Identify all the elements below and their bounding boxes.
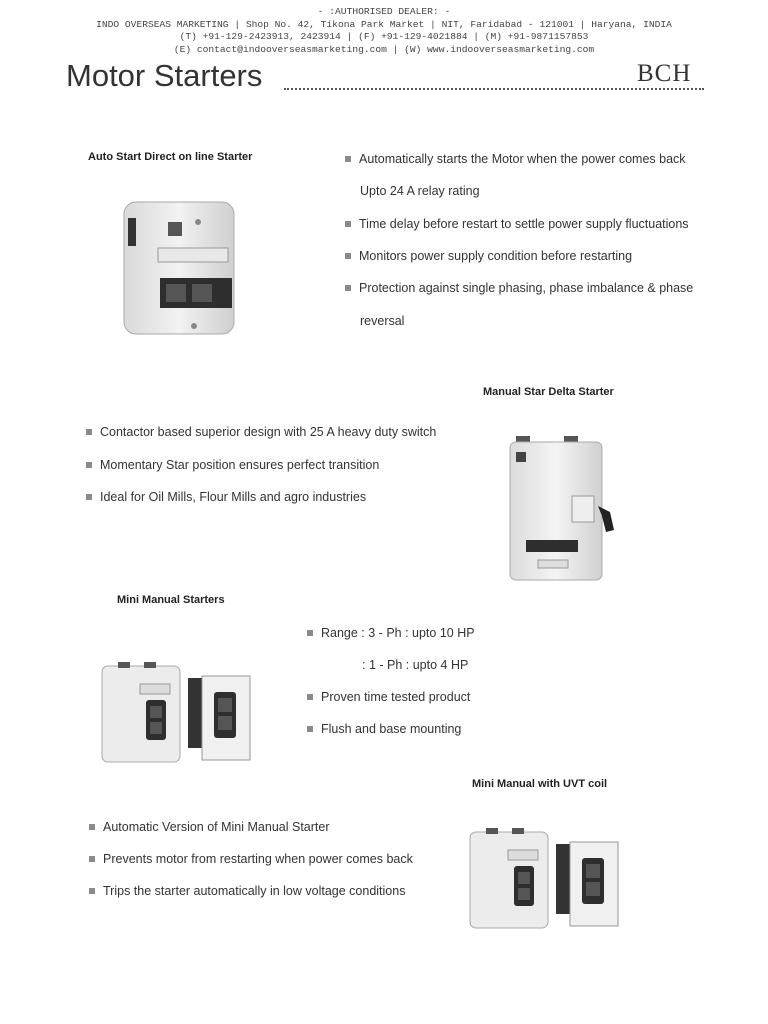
dealer-address: INDO OVERSEAS MARKETING | Shop No. 42, Tikona Park Market | NIT, Faridabad - 121001 | Haryana, INDIA xyxy=(96,19,672,30)
dealer-heading: - :AUTHORISED DEALER: - xyxy=(317,6,451,17)
auto-start-bullet-continuation: Upto 24 A relay rating xyxy=(360,184,480,198)
auto-start-bullet: Monitors power supply condition before restarting xyxy=(345,249,632,263)
mini-manual-bullet: Flush and base mounting xyxy=(307,722,461,736)
brand-logo: BCH xyxy=(637,60,692,87)
page-title: Motor Starters xyxy=(66,58,263,93)
mini-manual-bullet-continuation: : 1 - Ph : upto 4 HP xyxy=(362,658,469,672)
auto-start-bullet-continuation: reversal xyxy=(360,314,405,328)
auto-start-bullet: Protection against single phasing, phase imbalance & phase xyxy=(345,281,693,295)
mini-uvt-title: Mini Manual with UVT coil xyxy=(472,778,608,790)
mini-uvt-bullet: Prevents motor from restarting when power comes back xyxy=(89,852,413,866)
mini-manual-bullet: Range : 3 - Ph : upto 10 HP xyxy=(307,626,475,640)
star-delta-bullet: Contactor based superior design with 25 A heavy duty switch xyxy=(86,425,436,439)
star-delta-bullet: Momentary Star position ensures perfect transition xyxy=(86,458,379,472)
auto-start-title: Auto Start Direct on line Starter xyxy=(88,151,253,163)
star-delta-starter-image xyxy=(506,436,624,589)
mini-uvt-starters-image xyxy=(468,826,620,937)
mini-manual-title: Mini Manual Starters xyxy=(117,594,225,606)
mini-uvt-bullet: Trips the starter automatically in low voltage conditions xyxy=(89,884,405,898)
auto-start-bullet: Time delay before restart to settle power supply fluctuations xyxy=(345,217,689,231)
dealer-phones: (T) +91-129-2423913, 2423914 | (F) +91-129-4021884 | (M) +91-9871157853 xyxy=(179,31,589,42)
star-delta-bullet: Ideal for Oil Mills, Flour Mills and agro industries xyxy=(86,490,366,504)
auto-start-starter-image xyxy=(120,198,238,341)
auto-start-bullet: Automatically starts the Motor when the power comes back xyxy=(345,152,686,166)
star-delta-title: Manual Star Delta Starter xyxy=(483,386,614,398)
dealer-contact: (E) contact@indooverseasmarketing.com | (W) www.indooverseasmarketing.com xyxy=(173,44,595,55)
mini-manual-starters-image xyxy=(100,660,252,771)
mini-manual-bullet: Proven time tested product xyxy=(307,690,470,704)
mini-uvt-bullet: Automatic Version of Mini Manual Starter xyxy=(89,820,330,834)
